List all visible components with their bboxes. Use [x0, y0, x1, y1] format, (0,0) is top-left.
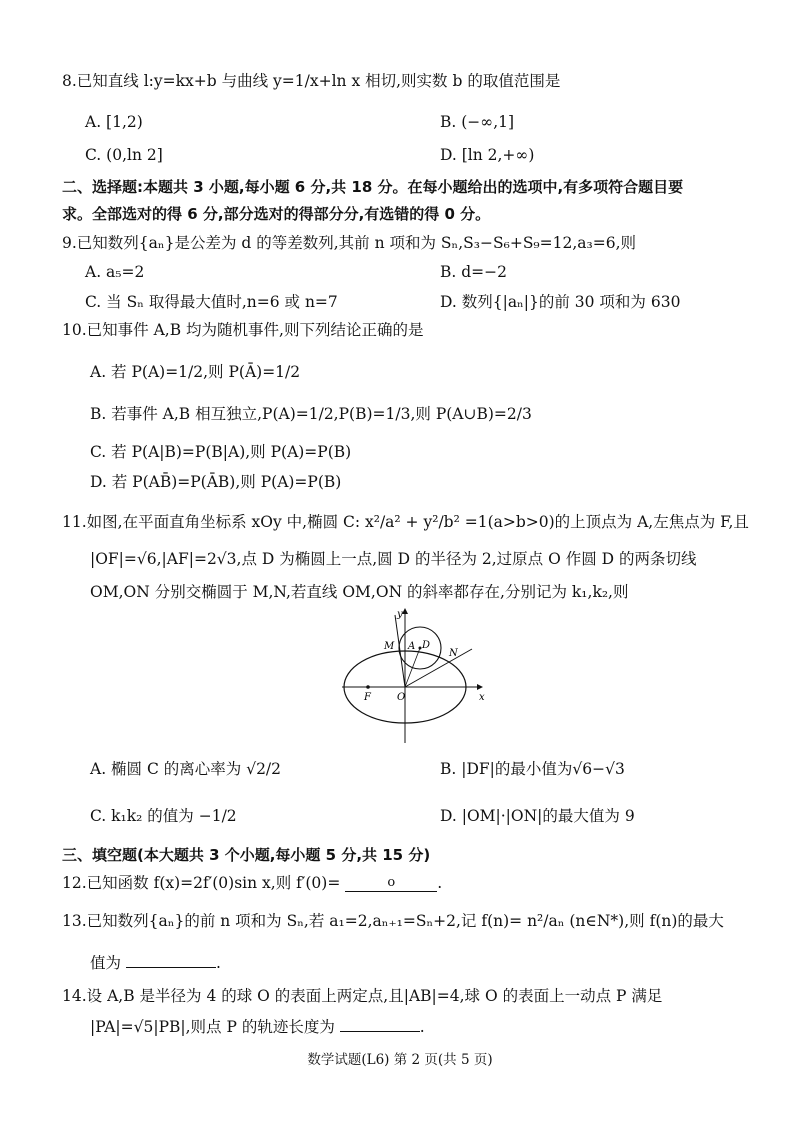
label-a: A [408, 641, 416, 652]
section2-heading-line2: 求。全部选对的得 6 分,部分选对的得部分分,有选错的得 0 分。 [62, 205, 491, 223]
q11-stem-line3: OM,ON 分别交椭圆于 M,N,若直线 OM,ON 的斜率都存在,分别记为 k₁,k₂,则 [90, 583, 629, 601]
label-o: O [397, 692, 406, 703]
label-x: x [479, 692, 485, 703]
q9-option-b: B. d=−2 [440, 263, 508, 281]
page-footer: 数学试题(L6) 第 2 页(共 5 页) [307, 1052, 493, 1068]
q14-stem-line2 [90, 1017, 425, 1037]
q14-stem-line1: 14.设 A,B 是半径为 4 的球 O 的表面上两定点,且|AB|=4,球 O 的表面上一动点 P 满足 [62, 987, 663, 1005]
q9-option-c: C. 当 Sₙ 取得最大值时,n=6 或 n=7 [85, 293, 338, 311]
q8-option-c: C. (0,ln 2] [85, 146, 163, 164]
q12-answer-mark: o [387, 875, 396, 890]
q8-option-b: B. (−∞,1] [440, 113, 515, 131]
section3-heading: 三、填空题(本大题共 3 个小题,每小题 5 分,共 15 分) [62, 846, 431, 864]
q12-answer-blank[interactable] [345, 872, 437, 892]
q12-tail: . [437, 874, 443, 892]
q12-text: 12.已知函数 f(x)=2f′(0)sin x,则 f′(0)= [62, 874, 341, 892]
q9-stem: 9.已知数列{aₙ}是公差为 d 的等差数列,其前 n 项和为 Sₙ,S₃−S₆+S₉=12,a₃=6,则 [62, 234, 637, 252]
q14-answer-blank[interactable] [340, 1017, 420, 1032]
q9-option-d: D. 数列{|aₙ|}的前 30 项和为 630 [440, 293, 681, 311]
q13-stem-line1: 13.已知数列{aₙ}的前 n 项和为 Sₙ,若 a₁=2,aₙ₊₁=Sₙ+2,记 f(n)= n²/aₙ (n∈N*),则 f(n)的最大 [62, 912, 724, 930]
q11-option-a: A. 椭圆 C 的离心率为 √2/2 [90, 760, 282, 778]
q14-tail: . [419, 1018, 425, 1036]
q13-text: 值为 [90, 954, 122, 972]
ellipse-figure [340, 605, 490, 745]
q8-option-a: A. [1,2) [85, 113, 143, 131]
label-d: D [422, 640, 431, 651]
q8-stem: 8.已知直线 l:y=kx+b 与曲线 y=1/x+ln x 相切,则实数 b 的取值范围是 [62, 72, 561, 90]
q11-option-c: C. k₁k₂ 的值为 −1/2 [90, 807, 237, 825]
q10-option-a: A. 若 P(A)=1/2,则 P(Ā)=1/2 [90, 363, 301, 381]
q12-stem [62, 874, 442, 894]
q11-option-d: D. |OM|·|ON|的最大值为 9 [440, 807, 635, 825]
q10-option-b: B. 若事件 A,B 相互独立,P(A)=1/2,P(B)=1/3,则 P(A∪B)=2/3 [90, 405, 532, 423]
label-n: N [449, 648, 458, 659]
q10-stem: 10.已知事件 A,B 均为随机事件,则下列结论正确的是 [62, 321, 424, 339]
q10-option-d: D. 若 P(AB̄)=P(ĀB),则 P(A)=P(B) [90, 473, 342, 491]
q13-stem-line2 [90, 953, 221, 973]
q13-tail: . [215, 954, 221, 972]
q10-option-c: C. 若 P(A|B)=P(B|A),则 P(A)=P(B) [90, 443, 352, 461]
label-m: M [384, 641, 395, 652]
point-f [366, 685, 370, 689]
q14-text: |PA|=√5|PB|,则点 P 的轨迹长度为 [90, 1018, 335, 1036]
q8-option-d: D. [ln 2,+∞) [440, 146, 535, 164]
q11-stem-line1: 11.如图,在平面直角坐标系 xOy 中,椭圆 C: x²/a² + y²/b² =1(a>b>0)的上顶点为 A,左焦点为 F,且 [62, 513, 749, 531]
radius-line [405, 648, 420, 687]
section2-heading-line1: 二、选择题:本题共 3 小题,每小题 6 分,共 18 分。在每小题给出的选项中,有多项符合题目要 [62, 178, 684, 196]
q11-option-b: B. |DF|的最小值为√6−√3 [440, 760, 625, 778]
q11-stem-line2: |OF|=√6,|AF|=2√3,点 D 为椭圆上一点,圆 D 的半径为 2,过原点 O 作圆 D 的两条切线 [90, 550, 697, 568]
label-f: F [364, 692, 371, 703]
label-y: y [397, 609, 403, 620]
q9-option-a: A. a₅=2 [85, 263, 145, 281]
q13-answer-blank[interactable] [126, 953, 216, 968]
